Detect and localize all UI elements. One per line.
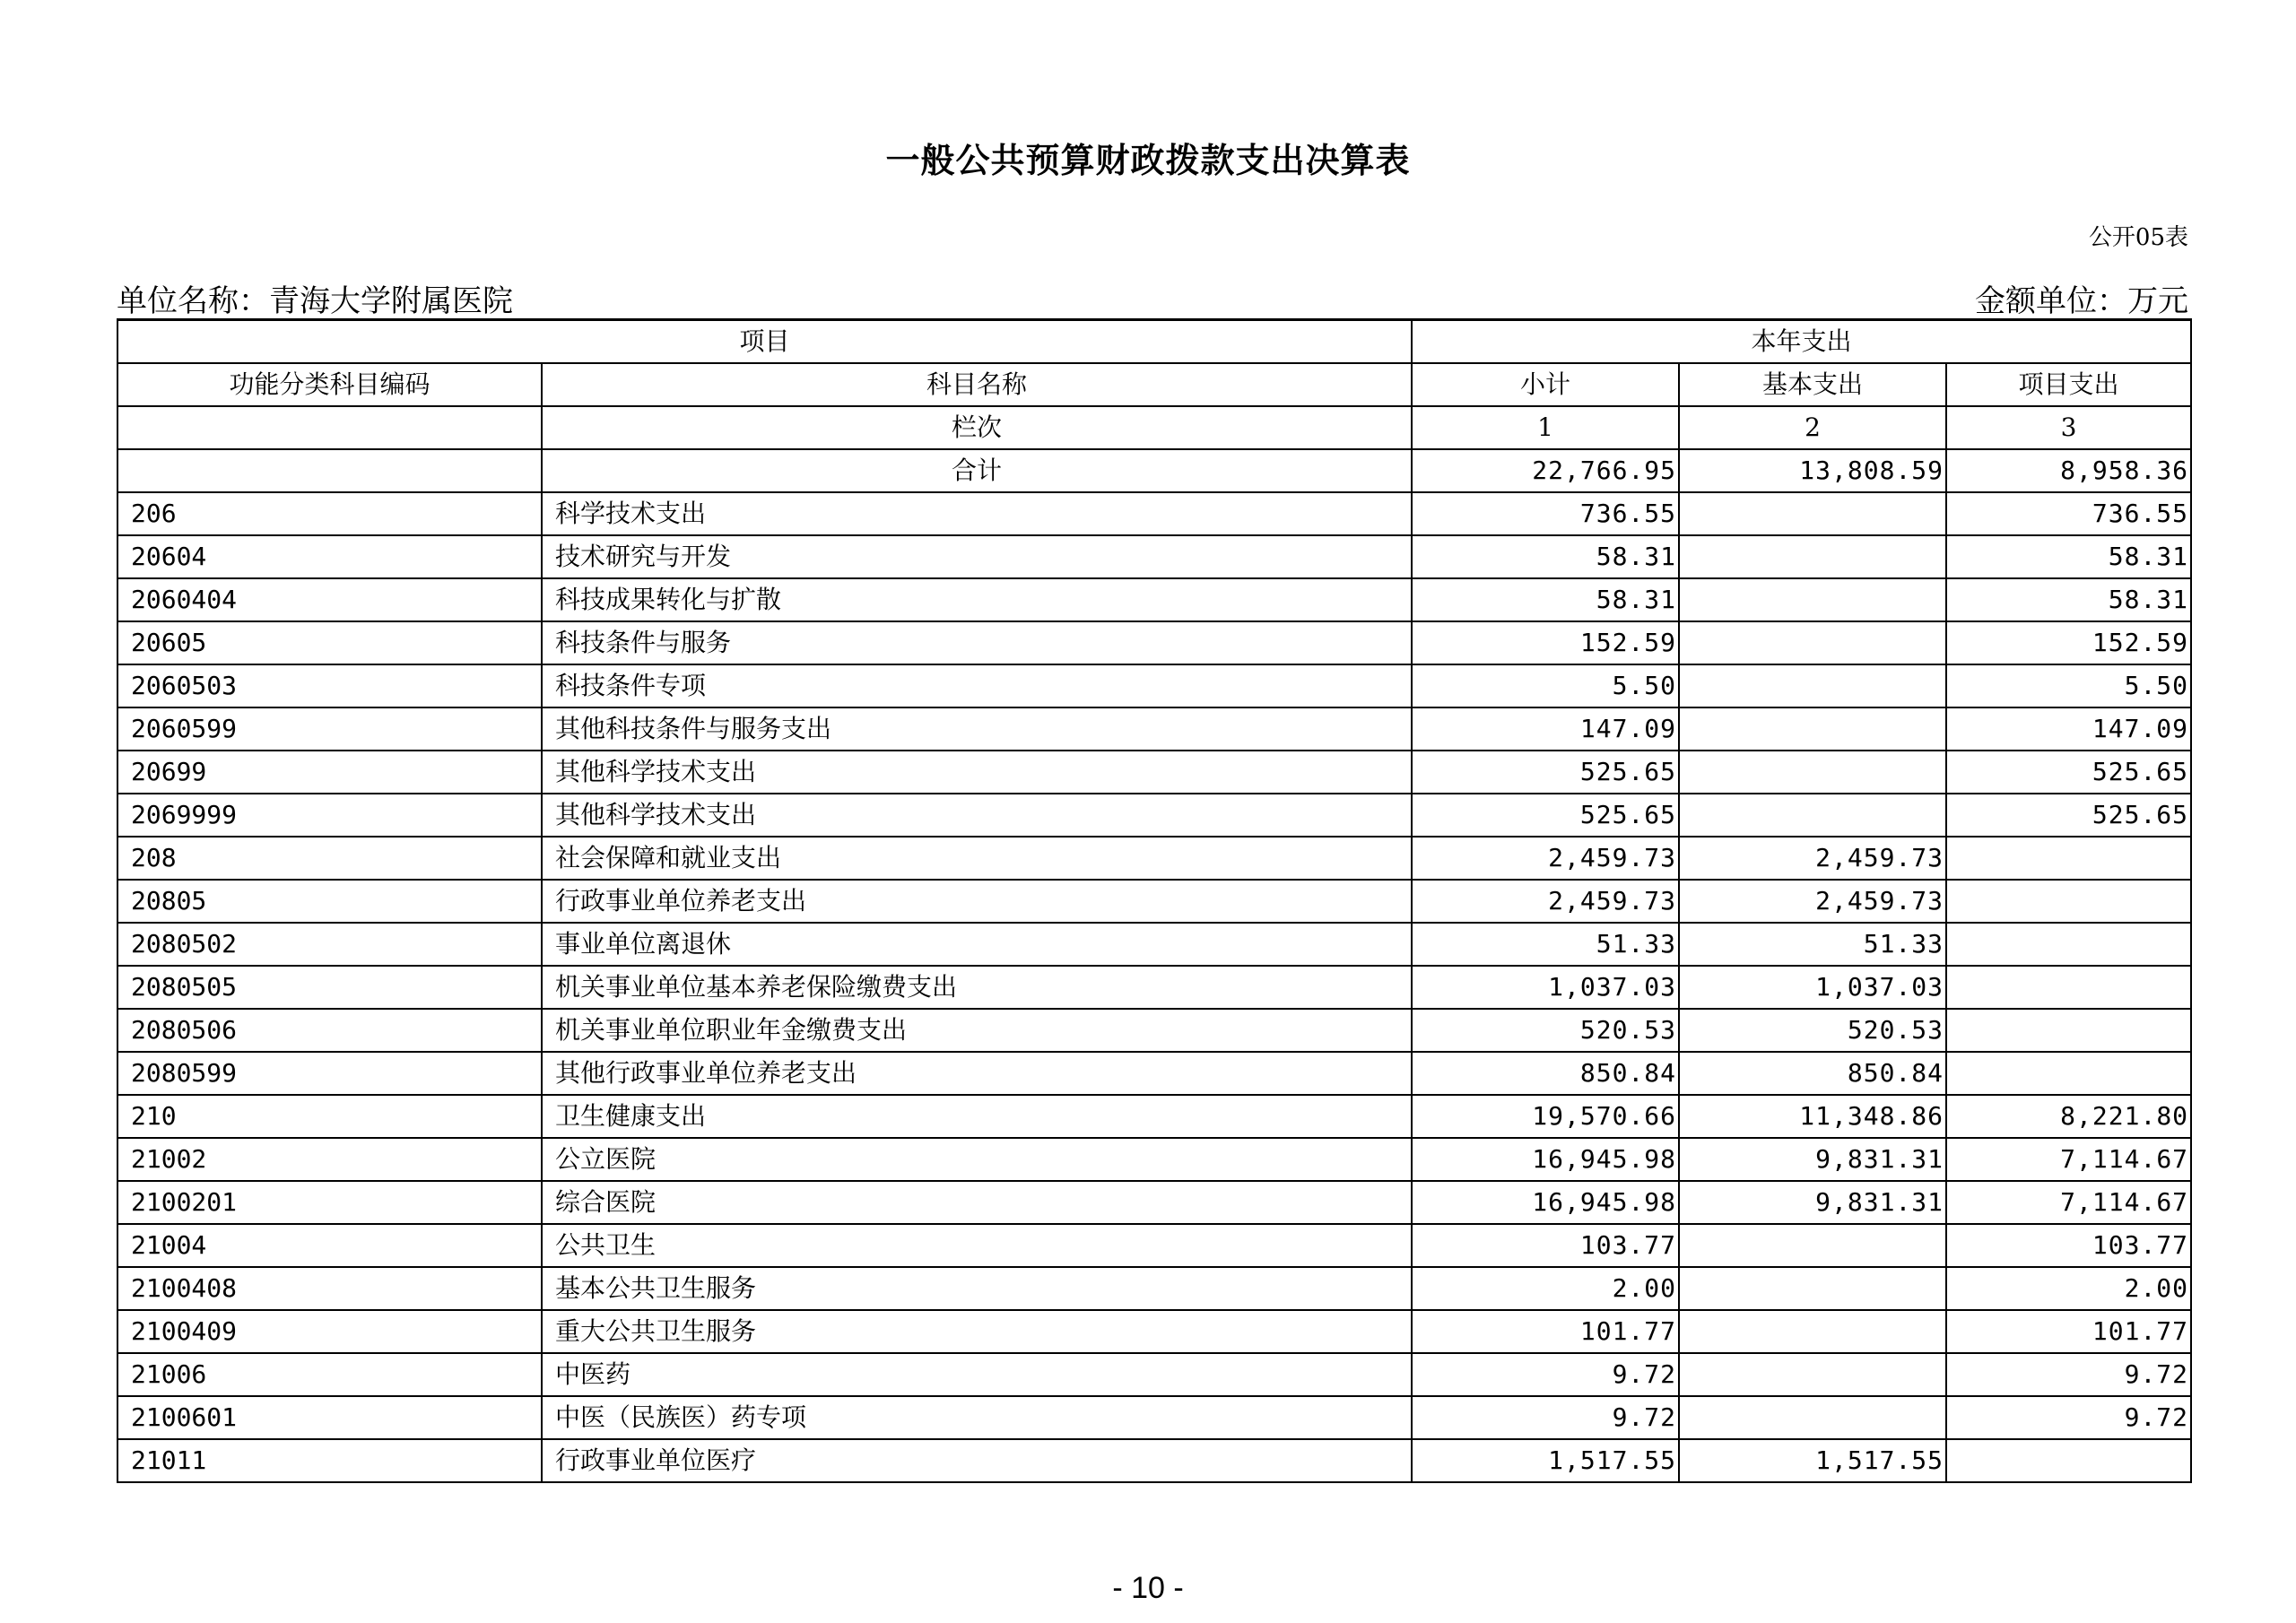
row-subtotal: 736.55 bbox=[1412, 492, 1679, 535]
table-row bbox=[117, 1396, 2191, 1439]
page-title: 一般公共预算财政拨款支出决算表 bbox=[885, 141, 1411, 180]
table-row bbox=[117, 1095, 2191, 1138]
row-code: 2100601 bbox=[117, 1396, 542, 1439]
row-code: 20605 bbox=[117, 621, 542, 664]
row-project-expense bbox=[1946, 1009, 2191, 1052]
table-row bbox=[117, 707, 2191, 751]
row-basic-expense bbox=[1679, 535, 1946, 578]
row-project-expense: 9.72 bbox=[1946, 1353, 2191, 1396]
total-row bbox=[117, 449, 2191, 492]
row-project-expense bbox=[1946, 880, 2191, 923]
row-code: 2080506 bbox=[117, 1009, 542, 1052]
row-project-expense: 5.50 bbox=[1946, 664, 2191, 707]
row-subject-name: 公立医院 bbox=[542, 1138, 1412, 1181]
table-row bbox=[117, 578, 2191, 621]
row-code: 2100409 bbox=[117, 1310, 542, 1353]
row-basic-expense bbox=[1679, 664, 1946, 707]
row-code: 206 bbox=[117, 492, 542, 535]
total-subtotal: 22,766.95 bbox=[1412, 449, 1679, 492]
column-number-label: 栏次 bbox=[542, 406, 1412, 449]
row-project-expense: 58.31 bbox=[1946, 578, 2191, 621]
header-project: 项目 bbox=[117, 320, 1412, 364]
row-project-expense: 9.72 bbox=[1946, 1396, 2191, 1439]
row-subject-name: 科技条件专项 bbox=[542, 664, 1412, 707]
row-subtotal: 51.33 bbox=[1412, 923, 1679, 966]
row-basic-expense: 2,459.73 bbox=[1679, 880, 1946, 923]
column-number-row bbox=[117, 406, 2191, 449]
row-project-expense: 103.77 bbox=[1946, 1224, 2191, 1267]
unit-name: 单位名称：青海大学附属医院 bbox=[117, 283, 513, 319]
table-row bbox=[117, 966, 2191, 1009]
row-project-expense bbox=[1946, 923, 2191, 966]
row-code: 2100201 bbox=[117, 1181, 542, 1224]
table-row bbox=[117, 751, 2191, 794]
row-basic-expense bbox=[1679, 1310, 1946, 1353]
row-basic-expense bbox=[1679, 621, 1946, 664]
row-code: 2060404 bbox=[117, 578, 542, 621]
amount-unit: 金额单位：万元 bbox=[1975, 283, 2188, 319]
column-number-1: 1 bbox=[1412, 406, 1679, 449]
page-number: - 10 - bbox=[1112, 1571, 1184, 1605]
row-basic-expense: 1,517.55 bbox=[1679, 1439, 1946, 1482]
table-row bbox=[117, 1138, 2191, 1181]
row-basic-expense: 850.84 bbox=[1679, 1052, 1946, 1095]
row-subtotal: 101.77 bbox=[1412, 1310, 1679, 1353]
row-basic-expense bbox=[1679, 707, 1946, 751]
row-subtotal: 5.50 bbox=[1412, 664, 1679, 707]
row-code: 21006 bbox=[117, 1353, 542, 1396]
row-basic-expense bbox=[1679, 751, 1946, 794]
row-subtotal: 850.84 bbox=[1412, 1052, 1679, 1095]
row-subject-name: 机关事业单位基本养老保险缴费支出 bbox=[542, 966, 1412, 1009]
row-code: 20604 bbox=[117, 535, 542, 578]
column-number-empty bbox=[117, 406, 542, 449]
row-subject-name: 综合医院 bbox=[542, 1181, 1412, 1224]
row-code: 21002 bbox=[117, 1138, 542, 1181]
row-subtotal: 520.53 bbox=[1412, 1009, 1679, 1052]
row-subject-name: 技术研究与开发 bbox=[542, 535, 1412, 578]
total-basic: 13,808.59 bbox=[1679, 449, 1946, 492]
header-subtotal: 小计 bbox=[1412, 363, 1679, 406]
row-subtotal: 147.09 bbox=[1412, 707, 1679, 751]
row-subtotal: 1,517.55 bbox=[1412, 1439, 1679, 1482]
row-subtotal: 9.72 bbox=[1412, 1353, 1679, 1396]
table-number: 公开05表 bbox=[2088, 224, 2188, 251]
row-subtotal: 16,945.98 bbox=[1412, 1138, 1679, 1181]
row-project-expense: 58.31 bbox=[1946, 535, 2191, 578]
row-subject-name: 其他科学技术支出 bbox=[542, 751, 1412, 794]
header-row-2 bbox=[117, 363, 2191, 406]
row-subject-name: 科技成果转化与扩散 bbox=[542, 578, 1412, 621]
row-subject-name: 其他科技条件与服务支出 bbox=[542, 707, 1412, 751]
row-basic-expense: 11,348.86 bbox=[1679, 1095, 1946, 1138]
row-basic-expense: 9,831.31 bbox=[1679, 1138, 1946, 1181]
row-project-expense bbox=[1946, 1439, 2191, 1482]
row-code: 2060503 bbox=[117, 664, 542, 707]
row-subject-name: 行政事业单位养老支出 bbox=[542, 880, 1412, 923]
table-row bbox=[117, 880, 2191, 923]
row-subject-name: 公共卫生 bbox=[542, 1224, 1412, 1267]
total-label: 合计 bbox=[542, 449, 1412, 492]
row-basic-expense bbox=[1679, 1267, 1946, 1310]
row-basic-expense: 520.53 bbox=[1679, 1009, 1946, 1052]
header-row-1 bbox=[117, 320, 2191, 364]
row-subject-name: 其他科学技术支出 bbox=[542, 794, 1412, 837]
header-current-year-expense: 本年支出 bbox=[1412, 320, 2191, 364]
row-subtotal: 9.72 bbox=[1412, 1396, 1679, 1439]
row-subject-name: 机关事业单位职业年金缴费支出 bbox=[542, 1009, 1412, 1052]
table-row bbox=[117, 535, 2191, 578]
row-subject-name: 社会保障和就业支出 bbox=[542, 837, 1412, 880]
row-code: 2069999 bbox=[117, 794, 542, 837]
row-subtotal: 58.31 bbox=[1412, 535, 1679, 578]
row-basic-expense: 2,459.73 bbox=[1679, 837, 1946, 880]
row-subject-name: 中医药 bbox=[542, 1353, 1412, 1396]
row-code: 2060599 bbox=[117, 707, 542, 751]
row-project-expense: 147.09 bbox=[1946, 707, 2191, 751]
row-basic-expense bbox=[1679, 1224, 1946, 1267]
row-subject-name: 科学技术支出 bbox=[542, 492, 1412, 535]
row-code: 2080505 bbox=[117, 966, 542, 1009]
table-row bbox=[117, 621, 2191, 664]
row-code: 208 bbox=[117, 837, 542, 880]
row-basic-expense bbox=[1679, 794, 1946, 837]
row-project-expense: 8,221.80 bbox=[1946, 1095, 2191, 1138]
total-project: 8,958.36 bbox=[1946, 449, 2191, 492]
row-code: 2080599 bbox=[117, 1052, 542, 1095]
row-subtotal: 2,459.73 bbox=[1412, 837, 1679, 880]
row-basic-expense: 51.33 bbox=[1679, 923, 1946, 966]
table-row bbox=[117, 664, 2191, 707]
row-basic-expense bbox=[1679, 1353, 1946, 1396]
row-code: 20699 bbox=[117, 751, 542, 794]
row-subtotal: 103.77 bbox=[1412, 1224, 1679, 1267]
table-row bbox=[117, 794, 2191, 837]
row-project-expense bbox=[1946, 1052, 2191, 1095]
row-subtotal: 58.31 bbox=[1412, 578, 1679, 621]
row-subject-name: 基本公共卫生服务 bbox=[542, 1267, 1412, 1310]
row-project-expense: 101.77 bbox=[1946, 1310, 2191, 1353]
row-project-expense: 152.59 bbox=[1946, 621, 2191, 664]
row-project-expense bbox=[1946, 837, 2191, 880]
column-number-3: 3 bbox=[1946, 406, 2191, 449]
row-subtotal: 19,570.66 bbox=[1412, 1095, 1679, 1138]
table-row bbox=[117, 492, 2191, 535]
row-subject-name: 行政事业单位医疗 bbox=[542, 1439, 1412, 1482]
row-basic-expense bbox=[1679, 1396, 1946, 1439]
table-row bbox=[117, 1439, 2191, 1482]
header-code: 功能分类科目编码 bbox=[117, 363, 542, 406]
row-code: 210 bbox=[117, 1095, 542, 1138]
row-project-expense: 7,114.67 bbox=[1946, 1181, 2191, 1224]
row-basic-expense: 1,037.03 bbox=[1679, 966, 1946, 1009]
table-row bbox=[117, 1052, 2191, 1095]
row-subtotal: 152.59 bbox=[1412, 621, 1679, 664]
row-subtotal: 525.65 bbox=[1412, 794, 1679, 837]
row-basic-expense bbox=[1679, 492, 1946, 535]
header-basic-expense: 基本支出 bbox=[1679, 363, 1946, 406]
row-code: 20805 bbox=[117, 880, 542, 923]
header-project-expense: 项目支出 bbox=[1946, 363, 2191, 406]
total-empty bbox=[117, 449, 542, 492]
table-row bbox=[117, 1009, 2191, 1052]
row-code: 2080502 bbox=[117, 923, 542, 966]
row-subtotal: 525.65 bbox=[1412, 751, 1679, 794]
row-subject-name: 卫生健康支出 bbox=[542, 1095, 1412, 1138]
row-subject-name: 中医（民族医）药专项 bbox=[542, 1396, 1412, 1439]
column-number-2: 2 bbox=[1679, 406, 1946, 449]
table-row bbox=[117, 1353, 2191, 1396]
row-basic-expense: 9,831.31 bbox=[1679, 1181, 1946, 1224]
row-subtotal: 1,037.03 bbox=[1412, 966, 1679, 1009]
row-code: 21011 bbox=[117, 1439, 542, 1482]
row-subtotal: 16,945.98 bbox=[1412, 1181, 1679, 1224]
table-row bbox=[117, 1310, 2191, 1353]
row-code: 2100408 bbox=[117, 1267, 542, 1310]
row-project-expense: 525.65 bbox=[1946, 751, 2191, 794]
row-project-expense: 525.65 bbox=[1946, 794, 2191, 837]
row-basic-expense bbox=[1679, 578, 1946, 621]
row-project-expense: 2.00 bbox=[1946, 1267, 2191, 1310]
row-subject-name: 重大公共卫生服务 bbox=[542, 1310, 1412, 1353]
row-project-expense: 736.55 bbox=[1946, 492, 2191, 535]
table-row bbox=[117, 837, 2191, 880]
row-subject-name: 科技条件与服务 bbox=[542, 621, 1412, 664]
row-project-expense bbox=[1946, 966, 2191, 1009]
row-subject-name: 其他行政事业单位养老支出 bbox=[542, 1052, 1412, 1095]
header-subject-name: 科目名称 bbox=[542, 363, 1412, 406]
row-project-expense: 7,114.67 bbox=[1946, 1138, 2191, 1181]
table-row bbox=[117, 1267, 2191, 1310]
row-subtotal: 2,459.73 bbox=[1412, 880, 1679, 923]
table-row bbox=[117, 1224, 2191, 1267]
expense-table bbox=[117, 318, 2192, 1483]
row-subtotal: 2.00 bbox=[1412, 1267, 1679, 1310]
row-code: 21004 bbox=[117, 1224, 542, 1267]
table-row bbox=[117, 923, 2191, 966]
table-row bbox=[117, 1181, 2191, 1224]
row-subject-name: 事业单位离退休 bbox=[542, 923, 1412, 966]
